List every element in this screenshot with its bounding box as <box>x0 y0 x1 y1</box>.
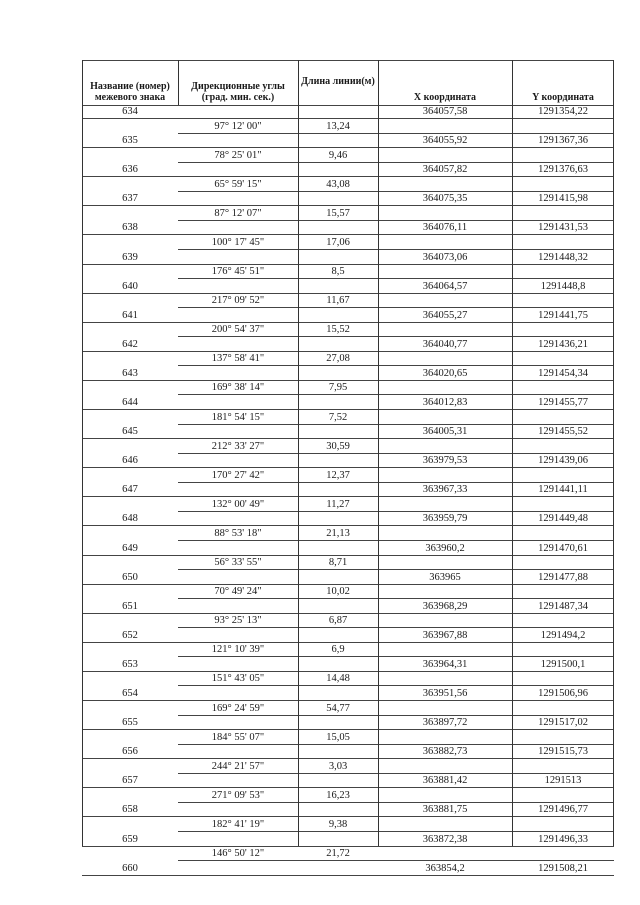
point-name: 657 <box>122 775 138 787</box>
line-length: 12,37 <box>326 469 350 481</box>
point-row <box>82 687 614 701</box>
line-length: 15,57 <box>326 207 350 219</box>
point-row <box>82 367 614 381</box>
y-coordinate: 1291470,61 <box>538 542 588 554</box>
line-length: 7,95 <box>328 382 348 394</box>
point-row <box>82 105 614 119</box>
direction-angle: 169° 38' 14" <box>211 382 265 394</box>
line-length: 13,24 <box>326 120 350 132</box>
point-name: 652 <box>122 629 138 641</box>
direction-angle: 88° 53' 18" <box>214 527 262 539</box>
line-length: 10,02 <box>326 586 350 598</box>
header-y <box>512 60 614 105</box>
direction-angle: 78° 25' 01" <box>214 149 262 161</box>
line-length: 6,87 <box>328 615 348 627</box>
row-rule <box>178 511 614 512</box>
row-rule <box>178 744 614 745</box>
point-row <box>82 629 614 643</box>
x-coordinate: 363964,31 <box>422 658 468 670</box>
direction-angle: 184° 55' 07" <box>211 731 265 743</box>
point-row <box>82 454 614 468</box>
column-divider <box>178 60 179 105</box>
direction-angle: 182° 41' 19" <box>211 818 265 830</box>
point-row <box>82 658 614 672</box>
segment-row <box>82 149 614 163</box>
x-coordinate: 364040,77 <box>422 338 468 350</box>
point-row <box>82 425 614 439</box>
point-name: 635 <box>122 135 138 147</box>
row-rule <box>178 133 614 134</box>
direction-angle: 181° 54' 15" <box>211 411 265 423</box>
column-divider <box>512 60 513 846</box>
y-coordinate: 1291449,48 <box>538 513 588 525</box>
point-row <box>82 833 614 847</box>
row-rule <box>178 802 614 803</box>
x-coordinate: 363965 <box>429 571 461 583</box>
y-coordinate: 1291441,11 <box>538 484 588 496</box>
row-rule <box>178 278 614 279</box>
row-rule <box>178 336 614 337</box>
x-coordinate: 363881,42 <box>422 775 468 787</box>
header-length <box>298 60 378 105</box>
point-name: 636 <box>122 164 138 176</box>
point-name: 643 <box>122 367 138 379</box>
x-coordinate: 363881,75 <box>422 804 468 816</box>
x-coordinate: 364076,11 <box>422 222 468 234</box>
row-rule <box>178 307 614 308</box>
segment-row <box>82 643 614 657</box>
segment-row <box>82 556 614 570</box>
line-length: 7,52 <box>328 411 348 423</box>
x-coordinate: 364012,83 <box>422 397 468 408</box>
row-rule <box>178 627 614 628</box>
y-coordinate: 1291513 <box>544 775 582 787</box>
x-coordinate: 364057,58 <box>422 106 468 117</box>
segment-row <box>82 381 614 395</box>
row-rule <box>178 394 614 395</box>
point-name: 645 <box>122 426 138 438</box>
y-coordinate: 1291415,98 <box>538 193 588 205</box>
direction-angle: 170° 27' 42" <box>211 469 265 481</box>
line-length: 15,52 <box>326 324 350 336</box>
line-length: 6,9 <box>331 644 345 656</box>
direction-angle: 93° 25' 13" <box>214 615 262 627</box>
x-coordinate: 363897,72 <box>422 717 468 729</box>
line-length: 16,23 <box>326 789 350 801</box>
point-name: 634 <box>122 106 138 117</box>
row-rule <box>178 453 614 454</box>
segment-row <box>82 440 614 454</box>
point-name: 650 <box>122 571 138 583</box>
y-coordinate: 1291436,21 <box>538 338 588 350</box>
point-name: 639 <box>122 251 138 263</box>
point-name: 655 <box>122 717 138 729</box>
y-coordinate: 1291439,06 <box>538 455 588 467</box>
point-name: 647 <box>122 484 138 496</box>
row-rule <box>178 715 614 716</box>
row-rule <box>178 540 614 541</box>
segment-row <box>82 236 614 250</box>
header-angle-text: Дирекционные углы (град. мин. сек.) <box>191 81 285 103</box>
line-length: 30,59 <box>326 440 350 452</box>
x-coordinate: 364064,57 <box>422 280 468 292</box>
x-coordinate: 363960,2 <box>425 542 465 554</box>
segment-row <box>82 818 614 832</box>
segment-row <box>82 731 614 745</box>
header-angle <box>178 60 298 105</box>
segment-row <box>82 120 614 134</box>
row-rule <box>178 365 614 366</box>
line-length: 27,08 <box>326 353 350 365</box>
column-divider <box>378 60 379 846</box>
point-row <box>82 774 614 788</box>
x-coordinate: 364055,92 <box>422 135 468 147</box>
segment-row <box>82 207 614 221</box>
line-length: 11,67 <box>326 295 350 307</box>
y-coordinate: 1291477,88 <box>538 571 588 583</box>
direction-angle: 132° 00' 49" <box>211 498 265 510</box>
point-row <box>82 512 614 526</box>
segment-row <box>82 585 614 599</box>
segment-row <box>82 614 614 628</box>
segment-row <box>82 352 614 366</box>
point-row <box>82 483 614 497</box>
x-coordinate: 364057,82 <box>422 164 468 176</box>
point-name: 641 <box>122 309 138 321</box>
coordinates-table <box>82 60 614 874</box>
segment-row <box>82 702 614 716</box>
point-row <box>82 163 614 177</box>
x-coordinate: 363959,79 <box>422 513 468 525</box>
point-name: 644 <box>122 397 138 408</box>
segment-row <box>82 789 614 803</box>
point-name: 660 <box>122 862 138 874</box>
direction-angle: 70° 49' 24" <box>214 586 262 598</box>
row-rule <box>178 656 614 657</box>
point-row <box>82 600 614 614</box>
y-coordinate: 1291448,8 <box>540 280 586 292</box>
point-row <box>82 251 614 265</box>
line-length: 8,5 <box>331 266 345 278</box>
direction-angle: 151° 43' 05" <box>211 673 265 685</box>
line-length: 8,71 <box>328 557 348 569</box>
x-coordinate: 363967,88 <box>422 629 468 641</box>
line-length: 9,38 <box>328 818 348 830</box>
row-rule <box>178 249 614 250</box>
x-coordinate: 363872,38 <box>422 833 468 845</box>
y-coordinate: 1291354,22 <box>538 106 588 117</box>
row-rule <box>178 191 614 192</box>
direction-angle: 212° 33' 27" <box>211 440 265 452</box>
header-name-text: Название (номер) межевого знака <box>90 81 170 103</box>
segment-row <box>82 323 614 337</box>
direction-angle: 146° 50' 12" <box>211 848 265 860</box>
point-name: 646 <box>122 455 138 467</box>
line-length: 15,05 <box>326 731 350 743</box>
point-row <box>82 745 614 759</box>
header-name <box>82 60 178 105</box>
line-length: 17,06 <box>326 236 350 248</box>
point-row <box>82 396 614 410</box>
point-name: 648 <box>122 513 138 525</box>
line-length: 3,03 <box>328 760 348 772</box>
line-length: 9,46 <box>328 149 348 161</box>
line-length: 11,27 <box>326 498 350 510</box>
direction-angle: 100° 17' 45" <box>211 236 265 248</box>
point-name: 656 <box>122 746 138 758</box>
point-row <box>82 803 614 817</box>
row-rule <box>178 162 614 163</box>
segment-row <box>82 294 614 308</box>
direction-angle: 97° 12' 00" <box>214 120 262 132</box>
y-coordinate: 1291508,21 <box>538 862 588 874</box>
y-coordinate: 1291515,73 <box>538 746 588 758</box>
direction-angle: 137° 58' 41" <box>211 353 265 365</box>
y-coordinate: 1291454,34 <box>538 367 588 379</box>
line-length: 14,48 <box>326 673 350 685</box>
row-rule <box>178 482 614 483</box>
point-name: 638 <box>122 222 138 234</box>
point-name: 649 <box>122 542 138 554</box>
y-coordinate: 1291455,77 <box>538 397 588 408</box>
row-rule <box>178 424 614 425</box>
y-coordinate: 1291448,32 <box>538 251 588 263</box>
y-coordinate: 1291441,75 <box>538 309 588 321</box>
direction-angle: 244° 21' 57" <box>211 760 265 772</box>
y-coordinate: 1291517,02 <box>538 717 588 729</box>
y-coordinate: 1291494,2 <box>540 629 586 641</box>
direction-angle: 200° 54' 37" <box>211 324 265 336</box>
header-x <box>378 60 512 105</box>
point-row <box>82 571 614 585</box>
line-length: 21,13 <box>326 527 350 539</box>
y-coordinate: 1291431,53 <box>538 222 588 234</box>
point-name: 637 <box>122 193 138 205</box>
row-rule <box>82 875 614 876</box>
point-name: 658 <box>122 804 138 816</box>
column-divider <box>613 60 614 846</box>
row-rule <box>178 598 614 599</box>
x-coordinate: 364073,06 <box>422 251 468 263</box>
point-name: 659 <box>122 833 138 845</box>
segment-row <box>82 178 614 192</box>
y-coordinate: 1291506,96 <box>538 688 588 699</box>
x-coordinate: 363854,2 <box>425 862 465 874</box>
header-top-rule <box>82 60 614 61</box>
x-coordinate: 363968,29 <box>422 600 468 612</box>
segment-row <box>82 847 614 861</box>
y-coordinate: 1291487,34 <box>538 600 588 612</box>
direction-angle: 217° 09' 52" <box>211 295 265 307</box>
line-length: 21,72 <box>326 848 350 860</box>
x-coordinate: 364055,27 <box>422 309 468 321</box>
row-rule <box>178 685 614 686</box>
x-coordinate: 363951,56 <box>422 688 468 699</box>
line-length: 43,08 <box>326 178 350 190</box>
y-coordinate: 1291496,77 <box>538 804 588 816</box>
header-x-text: X координата <box>413 92 477 103</box>
point-name: 651 <box>122 600 138 612</box>
row-rule <box>178 831 614 832</box>
point-name: 654 <box>122 688 138 699</box>
segment-row <box>82 527 614 541</box>
segment-row <box>82 411 614 425</box>
x-coordinate: 364075,35 <box>422 193 468 205</box>
point-row <box>82 309 614 323</box>
column-divider <box>298 60 299 846</box>
x-coordinate: 364005,31 <box>422 426 468 438</box>
row-rule <box>178 860 614 861</box>
row-rule <box>178 773 614 774</box>
point-row <box>82 716 614 730</box>
direction-angle: 176° 45' 51" <box>211 266 265 278</box>
segment-row <box>82 672 614 686</box>
header-length-text: Длина линии(м) <box>301 76 375 87</box>
segment-row <box>82 469 614 483</box>
direction-angle: 271° 09' 53" <box>211 789 265 801</box>
x-coordinate: 363967,33 <box>422 484 468 496</box>
header-y-text: Y координата <box>532 92 594 103</box>
y-coordinate: 1291367,36 <box>538 135 588 147</box>
column-divider <box>82 60 83 846</box>
x-coordinate: 363979,53 <box>422 455 468 467</box>
x-coordinate: 364020,65 <box>422 367 468 379</box>
y-coordinate: 1291376,63 <box>538 164 588 176</box>
row-rule <box>178 569 614 570</box>
direction-angle: 65° 59' 15" <box>214 178 262 190</box>
point-name: 640 <box>122 280 138 292</box>
point-name: 642 <box>122 338 138 350</box>
table-header <box>82 60 614 105</box>
point-row <box>82 862 614 876</box>
direction-angle: 56° 33' 55" <box>214 557 262 569</box>
point-row <box>82 192 614 206</box>
y-coordinate: 1291496,33 <box>538 833 588 845</box>
y-coordinate: 1291455,52 <box>538 426 588 438</box>
point-row <box>82 134 614 148</box>
segment-row <box>82 265 614 279</box>
row-rule <box>178 220 614 221</box>
point-row <box>82 338 614 352</box>
point-row <box>82 542 614 556</box>
direction-angle: 87° 12' 07" <box>214 207 262 219</box>
point-name: 653 <box>122 658 138 670</box>
x-coordinate: 363882,73 <box>422 746 468 758</box>
y-coordinate: 1291500,1 <box>540 658 586 670</box>
direction-angle: 121° 10' 39" <box>211 644 265 656</box>
direction-angle: 169° 24' 59" <box>211 702 265 714</box>
point-row <box>82 221 614 235</box>
line-length: 54,77 <box>326 702 350 714</box>
segment-row <box>82 498 614 512</box>
point-row <box>82 280 614 294</box>
segment-row <box>82 760 614 774</box>
